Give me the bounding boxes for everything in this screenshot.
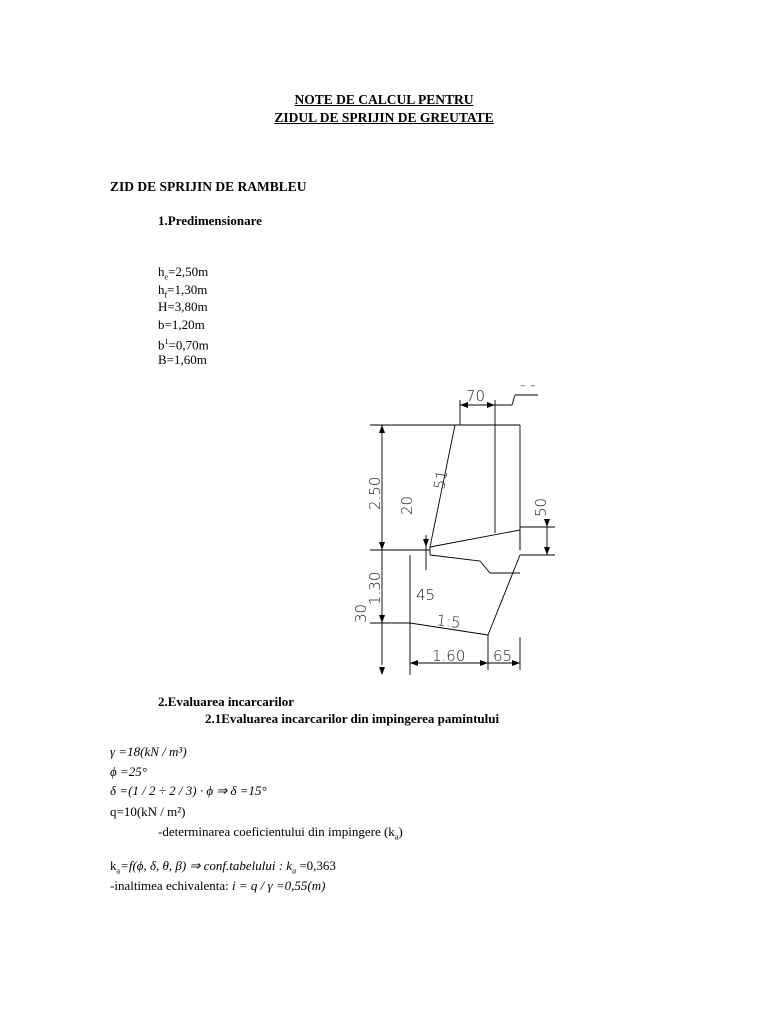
title-line-2: ZIDUL DE SPRIJIN DE GREUTATE	[274, 110, 494, 125]
dim-hf: $h_f=1,30m$	[158, 281, 208, 300]
arrow-right-top	[544, 519, 550, 527]
title-line-1: NOTE DE CALCUL PENTRU	[294, 92, 474, 107]
dim-B: B=1,60m	[158, 351, 207, 367]
label-upper-height: 2.50	[366, 476, 384, 510]
label-mid-left: 20	[398, 495, 416, 515]
equivalent-height: -inaltimea echivalenta: i = q / γ =0,55(m)	[110, 878, 326, 893]
arrow-base-right	[480, 660, 488, 666]
formula-gamma: γ =18(kN / m³)	[110, 744, 187, 759]
loads-subheading: 2.1Evaluarea incarcarilor din impingerea pamintului	[205, 711, 500, 726]
label-top-right: - -	[520, 376, 536, 394]
label-base-width: 1.60	[432, 647, 466, 665]
label-base-slope: 1:5	[435, 611, 462, 632]
dimension-list	[158, 263, 209, 368]
arrow-base-bottom	[379, 667, 385, 675]
dim-he: $h_e=2,50m$	[158, 264, 209, 282]
arrow-lower-height-bottom	[379, 615, 385, 623]
arrow-upper-height-bottom	[379, 542, 385, 550]
formula-phi: ϕ =25°	[110, 764, 147, 779]
arrow-right-bottom	[544, 547, 550, 555]
section-heading: ZID DE SPRIJIN DE RAMBLEU	[110, 179, 307, 194]
dim-H: H=3,80m	[158, 299, 208, 314]
arrow-mid-left	[423, 539, 429, 547]
label-right-step: 50	[532, 497, 550, 517]
formula-q: q=10(kN / m²)	[110, 804, 186, 819]
formula-delta: δ =(1 / 2 ÷ 2 / 3) · ϕ ⇒ δ =15°	[110, 783, 267, 798]
wall-step	[430, 530, 520, 550]
foundation-top	[430, 555, 520, 573]
label-bottom-left: 30	[352, 603, 370, 623]
foundation-front	[488, 555, 520, 635]
arrow-base-left	[410, 660, 418, 666]
label-toe: 65	[493, 647, 513, 665]
dim-b: b=1,20m	[158, 316, 205, 332]
label-upper-slope: 51	[430, 468, 452, 491]
label-top-width: 70	[466, 387, 486, 405]
label-angle: 45	[416, 586, 436, 604]
predim-heading: 1.Predimensionare	[158, 213, 262, 228]
loads-heading: 2.Evaluarea incarcarilor	[158, 694, 294, 709]
coefficient-title: -determinarea coeficientului din impingere $(k_a)$	[158, 824, 403, 842]
label-lower-height: 1.30	[366, 571, 384, 605]
arrow-upper-height-top	[379, 425, 385, 433]
retaining-wall-drawing	[340, 375, 570, 675]
arrow-top-right	[487, 402, 495, 408]
dim-leader-top-right	[512, 395, 515, 405]
formula-ka: $k_a=f(\phi$, δ, θ, β) ⇒ conf.tabelului : $k_a =0,363$	[110, 858, 336, 876]
arrow-toe-right	[512, 660, 520, 666]
dim-b1: $b^1=0,70m$	[158, 337, 209, 353]
